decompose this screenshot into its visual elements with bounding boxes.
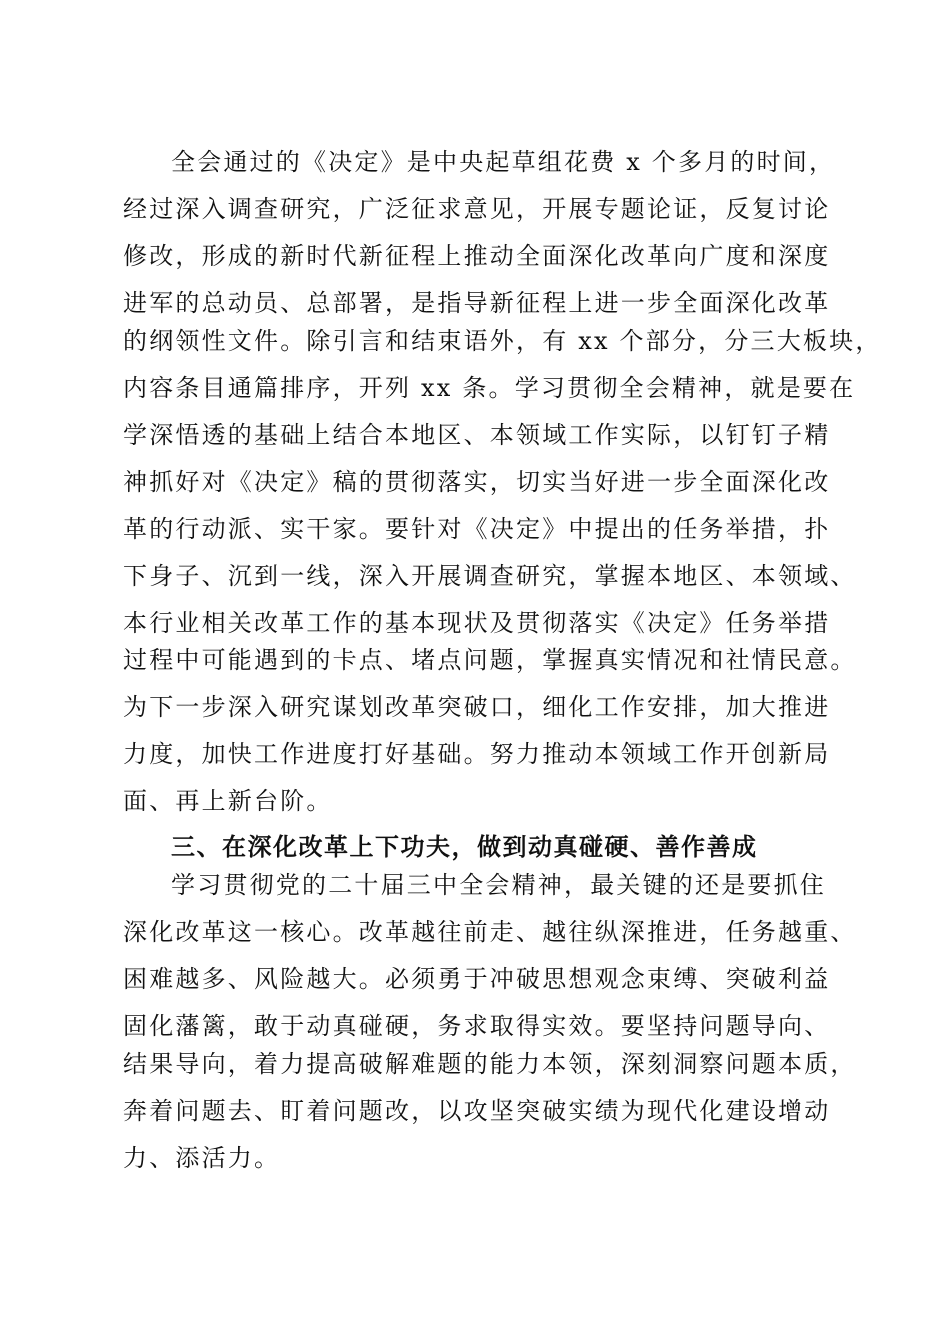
paragraph-line: 力、添活力。	[123, 1144, 281, 1172]
paragraph-line: 革的行动派、实干家。要针对《决定》中提出的任务举措，扑	[123, 515, 831, 543]
paragraph-line: 内容条目通篇排序，开列 xx 条。学习贯彻全会精神，就是要在	[123, 374, 856, 402]
paragraph-line: 学深悟透的基础上结合本地区、本领域工作实际，以钉钉子精	[123, 421, 831, 449]
paragraph-line: 修改，形成的新时代新征程上推动全面深化改革向广度和深度	[123, 242, 831, 270]
section-heading: 三、在深化改革上下功夫，做到动真碰硬、善作善成	[171, 833, 758, 861]
paragraph-line: 固化藩篱，敢于动真碰硬，务求取得实效。要坚持问题导向、	[123, 1012, 831, 1040]
paragraph-line: 过程中可能遇到的卡点、堵点问题，掌握真实情况和社情民意。	[123, 646, 857, 674]
paragraph-line: 经过深入调查研究，广泛征求意见，开展专题论证，反复讨论	[123, 195, 831, 223]
paragraph-line: 的纲领性文件。除引言和结束语外，有 xx 个部分，分三大板块，	[123, 327, 882, 355]
paragraph-line: 进军的总动员、总部署，是指导新征程上进一步全面深化改革	[123, 289, 831, 317]
paragraph-line: 面、再上新台阶。	[123, 787, 333, 815]
paragraph-line: 深化改革这一核心。改革越往前走、越往纵深推进，任务越重、	[123, 918, 857, 946]
paragraph-line: 困难越多、风险越大。必须勇于冲破思想观念束缚、突破利益	[123, 965, 831, 993]
paragraph-line: 结果导向，着力提高破解难题的能力本领，深刻洞察问题本质，	[123, 1050, 857, 1078]
paragraph-line: 为下一步深入研究谋划改革突破口，细化工作安排，加大推进	[123, 693, 831, 721]
paragraph-line: 力度，加快工作进度打好基础。努力推动本领域工作开创新局	[123, 740, 831, 768]
paragraph-line: 学习贯彻党的二十届三中全会精神，最关键的还是要抓住	[171, 871, 826, 899]
paragraph-line: 本行业相关改革工作的基本现状及贯彻落实《决定》任务举措	[123, 609, 831, 637]
paragraph-line: 全会通过的《决定》是中央起草组花费 x 个多月的时间，	[171, 148, 836, 176]
paragraph-line: 神抓好对《决定》稿的贯彻落实，切实当好进一步全面深化改	[123, 468, 831, 496]
paragraph-line: 下身子、沉到一线，深入开展调查研究，掌握本地区、本领域、	[123, 562, 857, 590]
paragraph-line: 奔着问题去、盯着问题改，以攻坚突破实绩为现代化建设增动	[123, 1097, 831, 1125]
